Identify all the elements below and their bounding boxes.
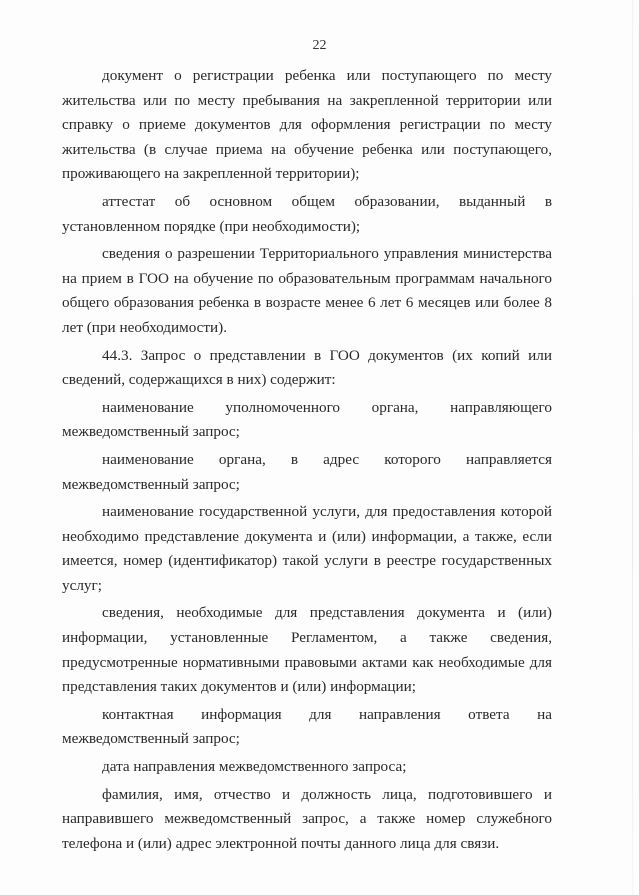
- scan-edge: [632, 0, 633, 895]
- paragraph-request-date: дата направления межведомственного запроса;: [102, 758, 407, 776]
- paragraph-certificate: аттестат об основном общем образовании, выданный в установленном порядке (при необходимости);: [62, 192, 552, 235]
- paragraph-authorized-body-name: наименование уполномоченного органа, направляющего межведомственный запрос;: [62, 398, 552, 441]
- paragraph-request-contents: 44.3. Запрос о представлении в ГОО документов (их копий или сведений, содержащихся в них) содержит:: [62, 346, 552, 389]
- paragraph-recipient-body-name: наименование органа, в адрес которого направляется межведомственный запрос;: [62, 450, 552, 493]
- paragraph-service-name: наименование государственной услуги, для предоставления которой необходимо представление документа и (или) информации, а также, если имеется, номер (идентификатор) такой услуги в реестре государственных услуг;: [62, 503, 552, 594]
- paragraph-registration-document: документ о регистрации ребенка или поступающего по месту жительства или по месту пребывания на закрепленной территории или справку о приеме документов для оформления регистрации по месту жительства (в случае приема на обучение ребенка или поступающего, проживающего на закрепленной территории);: [62, 67, 552, 183]
- paragraph-responsible-person: фамилия, имя, отчество и должность лица, подготовившего и направившего межведомственный запрос, а также номер служебного телефона и (или) адрес электронной почты данного лица для связи.: [62, 785, 552, 852]
- document-body: [62, 64, 552, 856]
- page-number: 22: [312, 38, 327, 53]
- paragraph-permission: сведения о разрешении Территориального управления министерства на прием в ГОО на обучение по образовательным программам начального общего образования ребенка в возрасте менее 6 лет 6 месяцев или более 8 лет (при необходимости).: [62, 245, 552, 336]
- paragraph-contact-information: контактная информация для направления ответа на межведомственный запрос;: [62, 705, 552, 748]
- paragraph-required-information: сведения, необходимые для представления документа и (или) информации, установленные Регламентом, а также сведения, предусмотренные нормативными правовыми актами как необходимые для представления таких документов и (или) информации;: [62, 604, 552, 696]
